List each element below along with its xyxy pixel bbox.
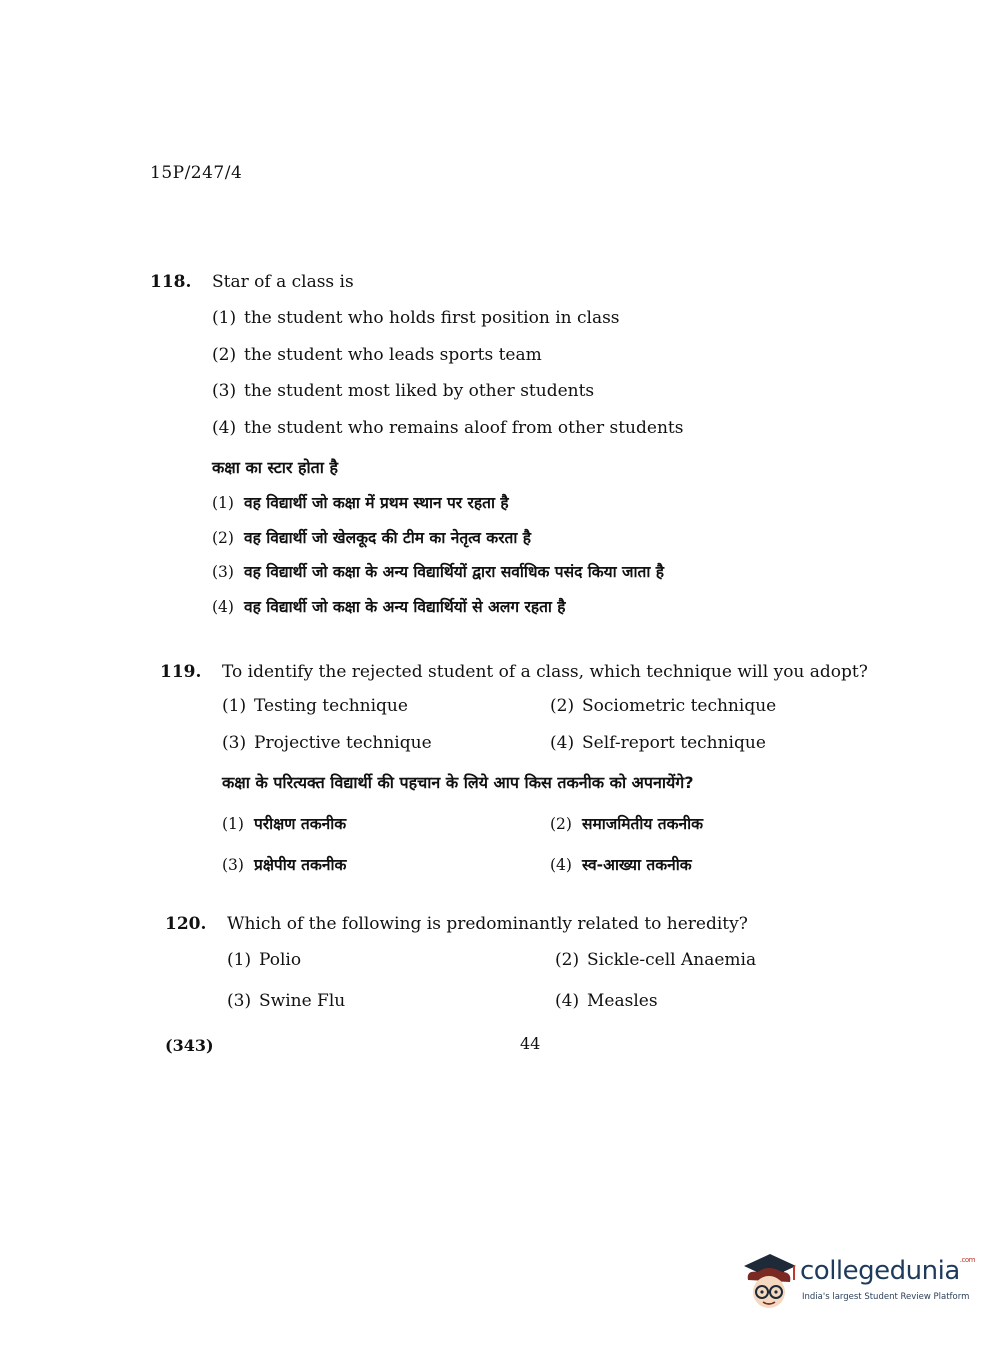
question-number: 120. xyxy=(165,914,207,934)
option-text: the student who holds first position in class xyxy=(244,308,620,329)
hindi-option-4 xyxy=(212,598,910,617)
brand-name: collegedunia xyxy=(800,1256,960,1286)
option-number: (3) xyxy=(222,732,247,753)
option-1 xyxy=(227,950,555,970)
hindi-question-text: कक्षा के परित्यक्त विद्यार्थी की पहचान के लिये आप किस तकनीक को अपनायेंगे? xyxy=(222,773,694,793)
logo-tagline: India's largest Student Review Platform xyxy=(802,1292,970,1302)
option-text: स्व-आख्या तकनीक xyxy=(582,855,692,874)
options-grid xyxy=(222,696,920,753)
option-2 xyxy=(212,345,910,365)
option-3 xyxy=(212,381,910,401)
option-text: the student most liked by other students xyxy=(244,381,595,402)
question-text: Star of a class is xyxy=(212,272,354,292)
option-number: (1) xyxy=(227,950,252,971)
option-number: (3) xyxy=(227,990,252,1011)
option-number: (1) xyxy=(222,696,247,717)
options-list xyxy=(212,308,910,438)
hindi-option-2 xyxy=(212,529,910,548)
hindi-options-grid xyxy=(222,815,920,874)
option-number: (4) xyxy=(550,855,572,874)
option-1 xyxy=(222,696,550,716)
option-3 xyxy=(222,733,550,753)
option-text: Swine Flu xyxy=(259,990,346,1011)
question-number: 118. xyxy=(150,272,192,292)
option-text: Measles xyxy=(587,990,658,1011)
question-text: To identify the rejected student of a class, which technique will you adopt? xyxy=(222,662,868,682)
option-4 xyxy=(555,991,915,1011)
booklet-code: (343) xyxy=(165,1036,214,1055)
option-text: प्रक्षेपीय तकनीक xyxy=(254,855,347,874)
collegedunia-logo xyxy=(738,1250,978,1320)
option-text: वह विद्यार्थी जो कक्षा के अन्य विद्यार्थियों से अलग रहता है xyxy=(244,597,566,616)
option-number: (2) xyxy=(212,344,237,365)
question-text: Which of the following is predominantly related to heredity? xyxy=(227,914,748,934)
option-3 xyxy=(227,991,555,1011)
hindi-option-3 xyxy=(212,563,910,582)
option-2 xyxy=(555,950,915,970)
option-number: (2) xyxy=(555,950,580,971)
page-code: 15P/247/4 xyxy=(150,163,243,183)
option-number: (2) xyxy=(212,528,234,547)
question-118 xyxy=(150,272,910,616)
option-number: (1) xyxy=(212,493,234,512)
hindi-options-list xyxy=(212,494,910,616)
option-text: वह विद्यार्थी जो खेलकूद की टीम का नेतृत्व करता है xyxy=(244,528,532,547)
option-number: (4) xyxy=(555,990,580,1011)
hindi-question-text: कक्षा का स्टार होता है xyxy=(212,457,338,477)
option-text: परीक्षण तकनीक xyxy=(254,815,347,834)
hindi-option-2 xyxy=(550,815,910,834)
hindi-option-3 xyxy=(222,856,550,875)
option-number: (1) xyxy=(212,308,237,329)
hindi-option-4 xyxy=(550,856,910,875)
option-number: (4) xyxy=(550,732,575,753)
option-text: Self-report technique xyxy=(582,732,766,753)
mascot-icon xyxy=(738,1250,798,1314)
logo-wordmark xyxy=(800,1256,975,1286)
option-number: (1) xyxy=(222,815,244,834)
hindi-option-1 xyxy=(212,494,910,513)
options-grid xyxy=(227,950,925,1011)
option-1 xyxy=(212,308,910,328)
option-number: (3) xyxy=(212,563,234,582)
option-number: (2) xyxy=(550,815,572,834)
question-number: 119. xyxy=(160,662,202,682)
option-text: Testing technique xyxy=(254,696,408,717)
option-number: (2) xyxy=(550,696,575,717)
option-2 xyxy=(550,696,910,716)
option-text: Sickle-cell Anaemia xyxy=(587,950,757,971)
option-text: Projective technique xyxy=(254,732,432,753)
brand-suffix: .com xyxy=(959,1256,975,1264)
hindi-option-1 xyxy=(222,815,550,834)
question-120 xyxy=(165,914,925,1011)
question-119 xyxy=(160,662,920,874)
option-4 xyxy=(212,418,910,438)
option-text: वह विद्यार्थी जो कक्षा में प्रथम स्थान पर रहता है xyxy=(244,493,509,512)
option-number: (4) xyxy=(212,597,234,616)
page-number: 44 xyxy=(520,1034,541,1053)
option-text: the student who remains aloof from other students xyxy=(244,417,684,438)
option-text: the student who leads sports team xyxy=(244,344,542,365)
option-number: (4) xyxy=(212,417,237,438)
option-text: समाजमितीय तकनीक xyxy=(582,815,704,834)
option-number: (3) xyxy=(212,381,237,402)
option-text: Sociometric technique xyxy=(582,696,777,717)
option-text: Polio xyxy=(259,950,302,971)
option-text: वह विद्यार्थी जो कक्षा के अन्य विद्यार्थियों द्वारा सर्वाधिक पसंद किया जाता है xyxy=(244,563,665,582)
option-4 xyxy=(550,733,910,753)
option-number: (3) xyxy=(222,855,244,874)
